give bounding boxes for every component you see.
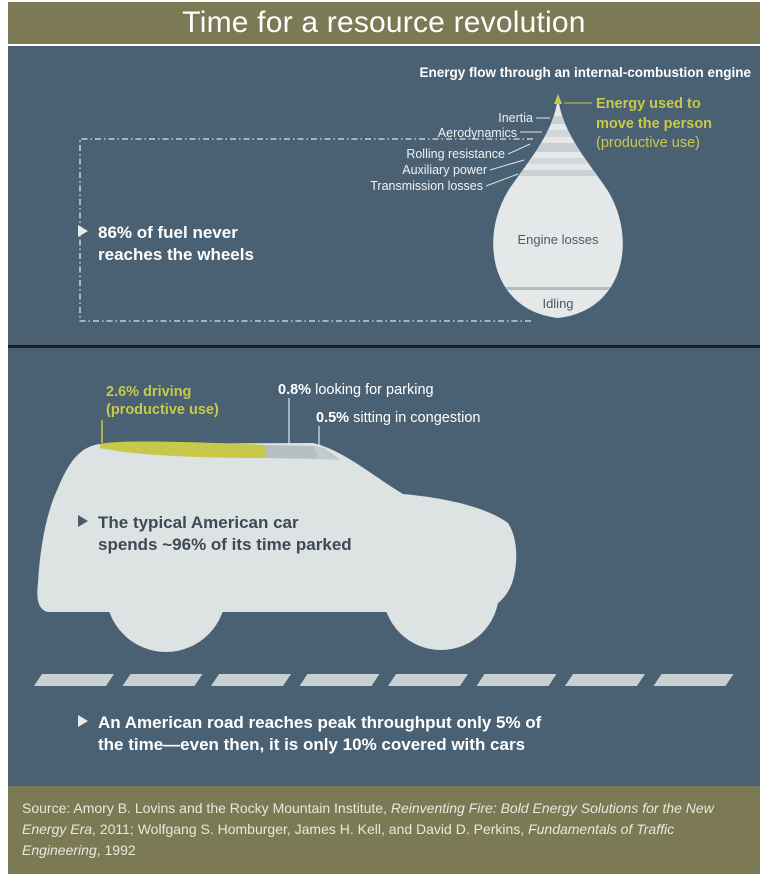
label-aerodynamics: Aerodynamics bbox=[437, 126, 517, 140]
congestion-label: 0.5% sitting in congestion bbox=[316, 410, 481, 426]
label-inertia: Inertia bbox=[498, 111, 533, 125]
page-title: Time for a resource revolution bbox=[182, 6, 586, 39]
driving-label-1: 2.6% driving bbox=[106, 384, 192, 400]
source-bar bbox=[8, 786, 760, 874]
road-segment bbox=[34, 674, 114, 686]
road-segment bbox=[123, 674, 203, 686]
road-segment bbox=[654, 674, 734, 686]
fuel-callout-line-1: 86% of fuel never bbox=[98, 223, 238, 242]
road-segment bbox=[388, 674, 468, 686]
car-panel bbox=[8, 348, 760, 786]
drop-band-idling bbox=[458, 287, 658, 290]
label-engine-losses: Engine losses bbox=[517, 232, 599, 247]
road-segment bbox=[565, 674, 645, 686]
source-note: Source: Amory B. Lovins and the Rocky Mountain Institute, Reinventing Fire: Bold Energy Solutions for the New Energy Era, 2011; Wolfgang S. Homburger, James H. Kell, and David D. Perkins, Fundamentals of Traffic Engineering, 1992 bbox=[22, 800, 714, 858]
parking-label: 0.8% looking for parking bbox=[278, 382, 434, 398]
road-callout bbox=[78, 712, 541, 756]
fuel-callout bbox=[78, 222, 254, 266]
title-bar bbox=[8, 2, 760, 44]
road-segment bbox=[300, 674, 380, 686]
engine-diagram bbox=[8, 46, 760, 345]
label-auxiliary: Auxiliary power bbox=[402, 163, 487, 177]
driving-label-2: (productive use) bbox=[106, 402, 219, 418]
productive-label-1: Energy used to bbox=[596, 96, 701, 112]
label-rolling: Rolling resistance bbox=[406, 147, 505, 161]
engine-panel bbox=[8, 46, 760, 345]
productive-label-3: (productive use) bbox=[596, 135, 700, 151]
car-callout bbox=[78, 512, 352, 556]
label-transmission: Transmission losses bbox=[370, 179, 483, 193]
road-segment bbox=[477, 674, 557, 686]
car-callout-line-1: The typical American car bbox=[98, 513, 299, 532]
label-idling: Idling bbox=[542, 296, 574, 311]
road-segment bbox=[211, 674, 291, 686]
roof-parking bbox=[266, 445, 318, 459]
callout-arrow-icon bbox=[78, 715, 88, 727]
road bbox=[34, 674, 734, 686]
callout-arrow-icon bbox=[78, 225, 88, 237]
road-callout-line-2: the time—even then, it is only 10% covered with cars bbox=[98, 735, 526, 754]
drop-band-transmission bbox=[458, 170, 658, 176]
engine-heading: Energy flow through an internal-combustion engine bbox=[419, 65, 751, 80]
productive-label-2: move the person bbox=[596, 116, 713, 132]
front-wheel bbox=[383, 534, 499, 650]
callout-arrow-icon bbox=[78, 515, 88, 527]
leader-rolling bbox=[508, 144, 530, 154]
leader-auxiliary bbox=[490, 160, 524, 170]
drop-tip-productive bbox=[554, 94, 562, 104]
car-callout-line-2: spends ~96% of its time parked bbox=[98, 535, 352, 554]
fuel-callout-line-2: reaches the wheels bbox=[98, 245, 254, 264]
road-callout-line-1: An American road reaches peak throughput only 5% of bbox=[98, 713, 542, 732]
